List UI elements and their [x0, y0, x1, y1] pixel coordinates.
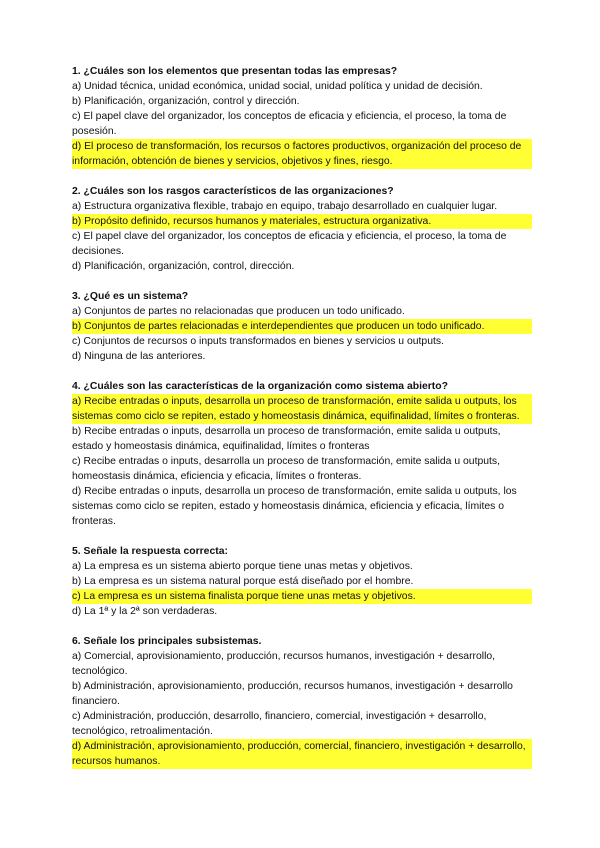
answer-option: a) Conjuntos de partes no relacionadas que producen un todo unificado.: [72, 306, 405, 317]
question-title: 6. Señale los principales subsistemas.: [72, 636, 262, 647]
question-6: [72, 634, 532, 769]
answer-option: a) Estructura organizativa flexible, trabajo en equipo, trabajo desarrollado en cualquier lugar.: [72, 201, 498, 212]
answer-option: c) El papel clave del organizador, los conceptos de eficacia y eficiencia, el proceso, la toma de posesión.: [72, 111, 507, 137]
document-page: [72, 64, 532, 784]
answer-option: d) Planificación, organización, control, dirección.: [72, 261, 295, 272]
answer-option: a) Unidad técnica, unidad económica, unidad social, unidad política y unidad de decisión.: [72, 81, 483, 92]
question-4: [72, 379, 532, 529]
answer-option: b) La empresa es un sistema natural porque está diseñado por el hombre.: [72, 576, 414, 587]
answer-option-correct: d) El proceso de transformación, los recursos o factores productivos, organización del proceso de información, obtención de bienes y servicios, objetivos y fines, riesgo.: [72, 139, 532, 169]
answer-option-correct: c) La empresa es un sistema finalista porque tiene unas metas y objetivos.: [72, 589, 532, 604]
question-title: 5. Señale la respuesta correcta:: [72, 546, 228, 557]
answer-option: c) El papel clave del organizador, los conceptos de eficacia y eficiencia, el proceso, la toma de decisiones.: [72, 231, 507, 257]
question-2: [72, 184, 532, 274]
question-title: 3. ¿Qué es un sistema?: [72, 291, 189, 302]
answer-option: d) Recibe entradas o inputs, desarrolla un proceso de transformación, emite salida u outputs, los sistemas como ciclo se repiten, estado y homeostasis dinámica, eficiencia y eficacia, límites o fronteras.: [72, 486, 517, 527]
question-title: 2. ¿Cuáles son los rasgos característicos de las organizaciones?: [72, 186, 394, 197]
answer-option-correct: b) Propósito definido, recursos humanos y materiales, estructura organizativa.: [72, 214, 532, 229]
question-title: 4. ¿Cuáles son las características de la organización como sistema abierto?: [72, 381, 448, 392]
answer-option: b) Planificación, organización, control y dirección.: [72, 96, 300, 107]
question-title: 1. ¿Cuáles son los elementos que presentan todas las empresas?: [72, 66, 398, 77]
answer-option: c) Administración, producción, desarrollo, financiero, comercial, investigación + desarrollo, tecnológico, retroalimentación.: [72, 711, 487, 737]
answer-option: a) Comercial, aprovisionamiento, producción, recursos humanos, investigación + desarrollo, tecnológico.: [72, 651, 496, 677]
answer-option: c) Recibe entradas o inputs, desarrolla un proceso de transformación, emite salida u outputs, homeostasis dinámica, eficiencia y eficacia, límites o fronteras.: [72, 456, 500, 482]
answer-option-correct: a) Recibe entradas o inputs, desarrolla un proceso de transformación, emite salida u outputs, los sistemas como ciclo se repiten, estado y homeostasis dinámica, equifinalidad, límites o fronteras.: [72, 394, 532, 424]
answer-option: a) La empresa es un sistema abierto porque tiene unas metas y objetivos.: [72, 561, 413, 572]
question-1: [72, 64, 532, 169]
answer-option-correct: b) Conjuntos de partes relacionadas e interdependientes que producen un todo unificado.: [72, 319, 532, 334]
question-3: [72, 289, 532, 364]
answer-option: c) Conjuntos de recursos o inputs transformados en bienes y servicios u outputs.: [72, 336, 444, 347]
answer-option: b) Administración, aprovisionamiento, producción, recursos humanos, investigación + desarrollo financiero.: [72, 681, 513, 707]
answer-option: d) Ninguna de las anteriores.: [72, 351, 206, 362]
answer-option: b) Recibe entradas o inputs, desarrolla un proceso de transformación, emite salida u outputs, estado y homeostasis dinámica, equifinalidad, límites o fronteras: [72, 426, 501, 452]
answer-option-correct: d) Administración, aprovisionamiento, producción, comercial, financiero, investigación + desarrollo, recursos humanos.: [72, 739, 532, 769]
question-5: [72, 544, 532, 619]
answer-option: d) La 1ª y la 2ª son verdaderas.: [72, 606, 218, 617]
